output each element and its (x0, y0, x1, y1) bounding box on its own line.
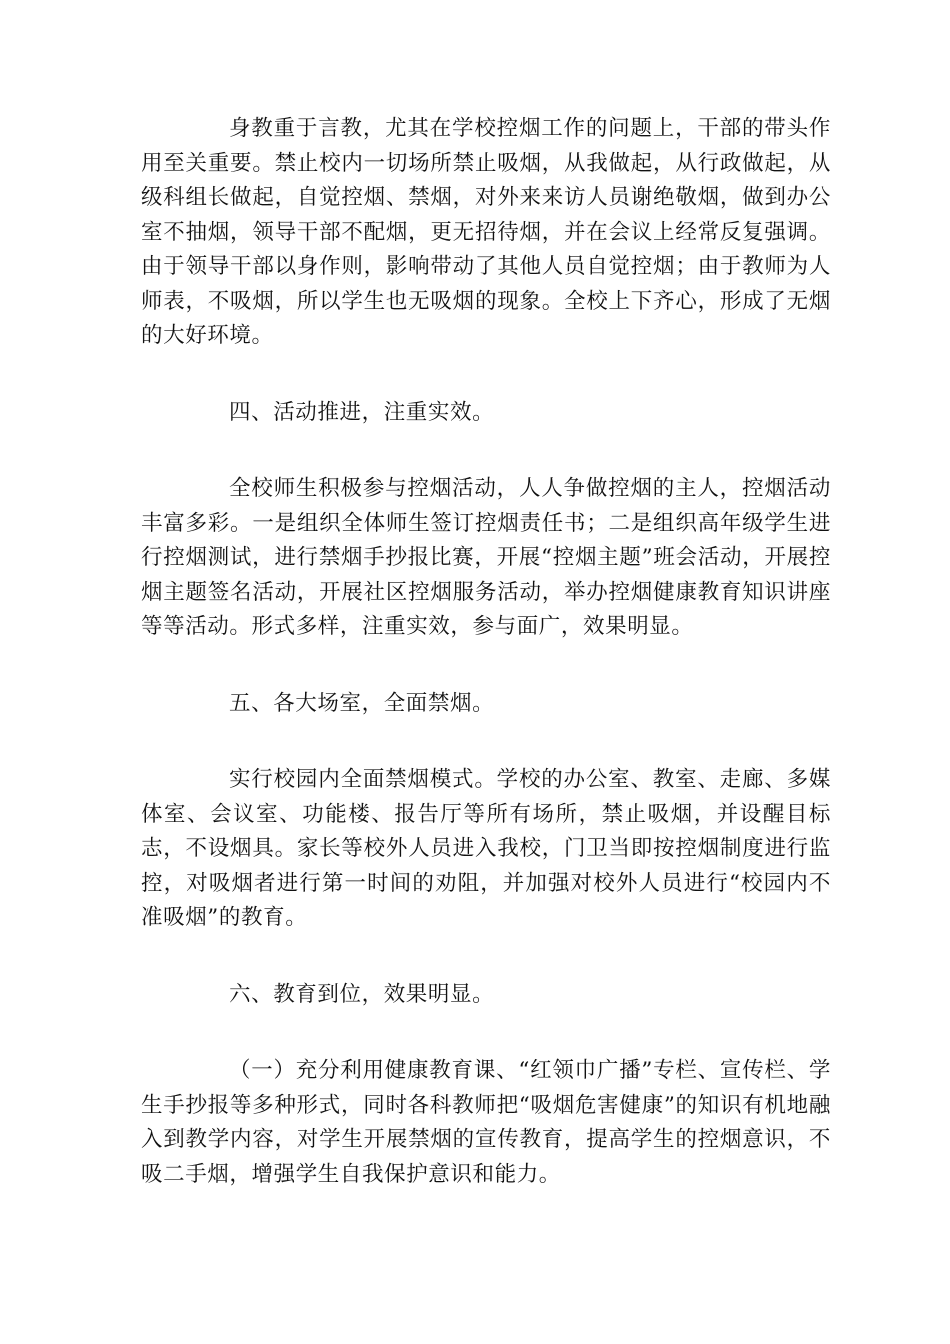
body-paragraph: （一）充分利用健康教育课、“红领巾广播”专栏、宣传栏、学生手抄报等多种形式，同时各科教师把“吸烟危害健康”的知识有机地融入到教学内容，对学生开展禁烟的宣传教育，提高学生的控烟意识，不吸二手烟，增强学生自我保护意识和能力。 (141, 1058, 831, 1187)
body-paragraph: 实行校园内全面禁烟模式。学校的办公室、教室、走廊、多媒体室、会议室、功能楼、报告厅等所有场所，禁止吸烟，并设醒目标志，不设烟具。家长等校外人员进入我校，门卫当即按控烟制度进行监控，对吸烟者进行第一时间的劝阻，并加强对校外人员进行“校园内不准吸烟”的教育。 (141, 767, 831, 930)
document-page (141, 112, 831, 1192)
section-heading: 四、活动推进，注重实效。 (229, 399, 495, 425)
body-paragraph: 全校师生积极参与控烟活动，人人争做控烟的主人，控烟活动丰富多彩。一是组织全体师生签订控烟责任书；二是组织高年级学生进行控烟测试，进行禁烟手抄报比赛，开展“控烟主题”班会活动，开展控烟主题签名活动，开展社区控烟服务活动，举办控烟健康教育知识讲座等等活动。形式多样，注重实效，参与面广，效果明显。 (141, 476, 831, 639)
section-heading: 五、各大场室，全面禁烟。 (229, 690, 495, 716)
section-heading: 六、教育到位，效果明显。 (229, 981, 495, 1007)
body-paragraph: 身教重于言教，尤其在学校控烟工作的问题上，干部的带头作用至关重要。禁止校内一切场所禁止吸烟，从我做起，从行政做起，从级科组长做起，自觉控烟、禁烟，对外来来访人员谢绝敬烟，做到办公室不抽烟，领导干部不配烟，更无招待烟，并在会议上经常反复强调。由于领导干部以身作则，影响带动了其他人员自觉控烟；由于教师为人师表，不吸烟，所以学生也无吸烟的现象。全校上下齐心，形成了无烟的大好环境。 (141, 116, 831, 348)
